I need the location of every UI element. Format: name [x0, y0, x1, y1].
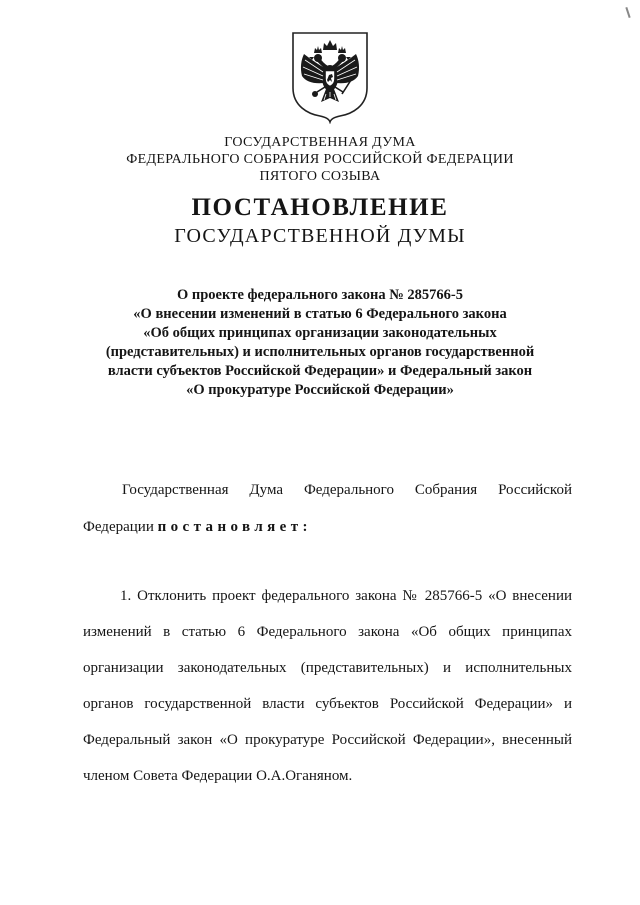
header-line-federal-assembly: ФЕДЕРАЛЬНОГО СОБРАНИЯ РОССИЙСКОЙ ФЕДЕРАЦИИ	[126, 152, 514, 167]
document-issuer: ГОСУДАРСТВЕННОЙ ДУМЫ	[174, 225, 466, 247]
scan-mark	[625, 7, 630, 18]
subject-line: «О внесении изменений в статью 6 Федерального закона	[133, 306, 507, 322]
item1-line: 1. Отклонить проект федерального закона № 285766-5 «О внесении	[120, 588, 572, 604]
item1-line: организации законодательных (представительных) и исполнительных	[83, 660, 572, 676]
subject-line: «Об общих принципах организации законодательных	[143, 325, 497, 341]
preamble-line: Государственная Дума Федерального Собрания Российской	[122, 482, 572, 498]
subject-line: «О прокуратуре Российской Федерации»	[186, 382, 454, 398]
preamble-prefix: Федерации	[83, 519, 154, 535]
header-line-duma: ГОСУДАРСТВЕННАЯ ДУМА	[224, 135, 416, 150]
item1-line: членом Совета Федерации О.А.Оганяном.	[83, 768, 353, 784]
subject-line: власти субъектов Российской Федерации» и Федеральный закон	[107, 363, 533, 379]
item1-line: Федеральный закон «О прокуратуре Российской Федерации», внесенный	[83, 732, 572, 748]
preamble-resolve-line	[83, 509, 572, 545]
subject-line: (представительных) и исполнительных органов государственной	[105, 344, 535, 360]
document-type-title: ПОСТАНОВЛЕНИЕ	[191, 194, 449, 221]
header-line-convocation: ПЯТОГО СОЗЫВА	[259, 169, 381, 184]
item1-line: органов государственной власти субъектов Российской Федерации» и	[83, 696, 572, 712]
coat-of-arms-icon	[290, 30, 370, 124]
subject-line: О проекте федерального закона № 285766-5	[176, 287, 464, 303]
item1-line: изменений в статью 6 Федерального закона «Об общих принципах	[83, 624, 572, 640]
document-subject	[0, 286, 640, 400]
resolves-word: постановляет:	[157, 519, 312, 535]
